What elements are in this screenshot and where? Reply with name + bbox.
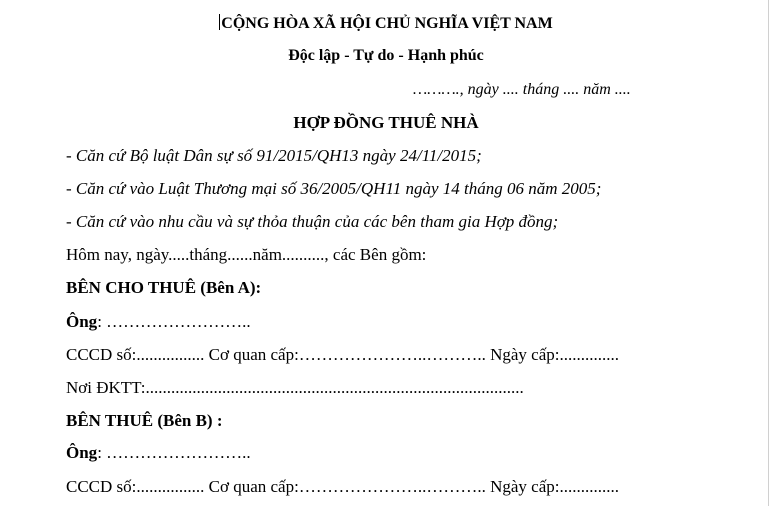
basis-item: - Căn cứ vào nhu cầu và sự thỏa thuận của các bên tham gia Hợp đồng; [66, 212, 559, 231]
date-line: ………., ngày .... tháng .... năm .... [413, 81, 631, 98]
motto [0, 47, 772, 65]
party-a-id-line: CCCD số:................ Cơ quan cấp:…………………..……….. Ngày cấp:.............. [66, 345, 619, 364]
motto-text: Độc lập - Tự do - Hạnh phúc [288, 47, 484, 64]
country-heading-text: CỘNG HÒA XÃ HỘI CHỦ NGHĨA VIỆT NAM [221, 15, 553, 32]
party-b-name-value: : …………………….. [97, 443, 251, 462]
basis-item: - Căn cứ Bộ luật Dân sự số 91/2015/QH13 ngày 24/11/2015; [66, 146, 482, 165]
party-a-address-line: Nơi ĐKTT:......................................................................................... [66, 378, 524, 397]
party-a-name-value: : …………………….. [97, 312, 251, 331]
party-b-name-line [66, 443, 251, 463]
basis-item: - Căn cứ vào Luật Thương mại số 36/2005/QH11 ngày 14 tháng 06 năm 2005; [66, 179, 602, 198]
party-a-name-label: Ông [66, 312, 98, 331]
party-a-name-line [66, 312, 251, 332]
party-a-heading: BÊN CHO THUÊ (Bên A): [66, 278, 262, 297]
party-b-heading: BÊN THUÊ (Bên B) : [66, 411, 223, 430]
party-b-name-label: Ông [66, 443, 98, 462]
party-b-id-line: CCCD số:................ Cơ quan cấp:…………………..……….. Ngày cấp:.............. [66, 477, 619, 496]
intro-line: Hôm nay, ngày.....tháng......năm.........., các Bên gồm: [66, 245, 427, 264]
country-heading [0, 14, 772, 33]
page-edge [768, 0, 769, 506]
document-title: HỢP ĐỒNG THUÊ NHÀ [293, 113, 479, 132]
